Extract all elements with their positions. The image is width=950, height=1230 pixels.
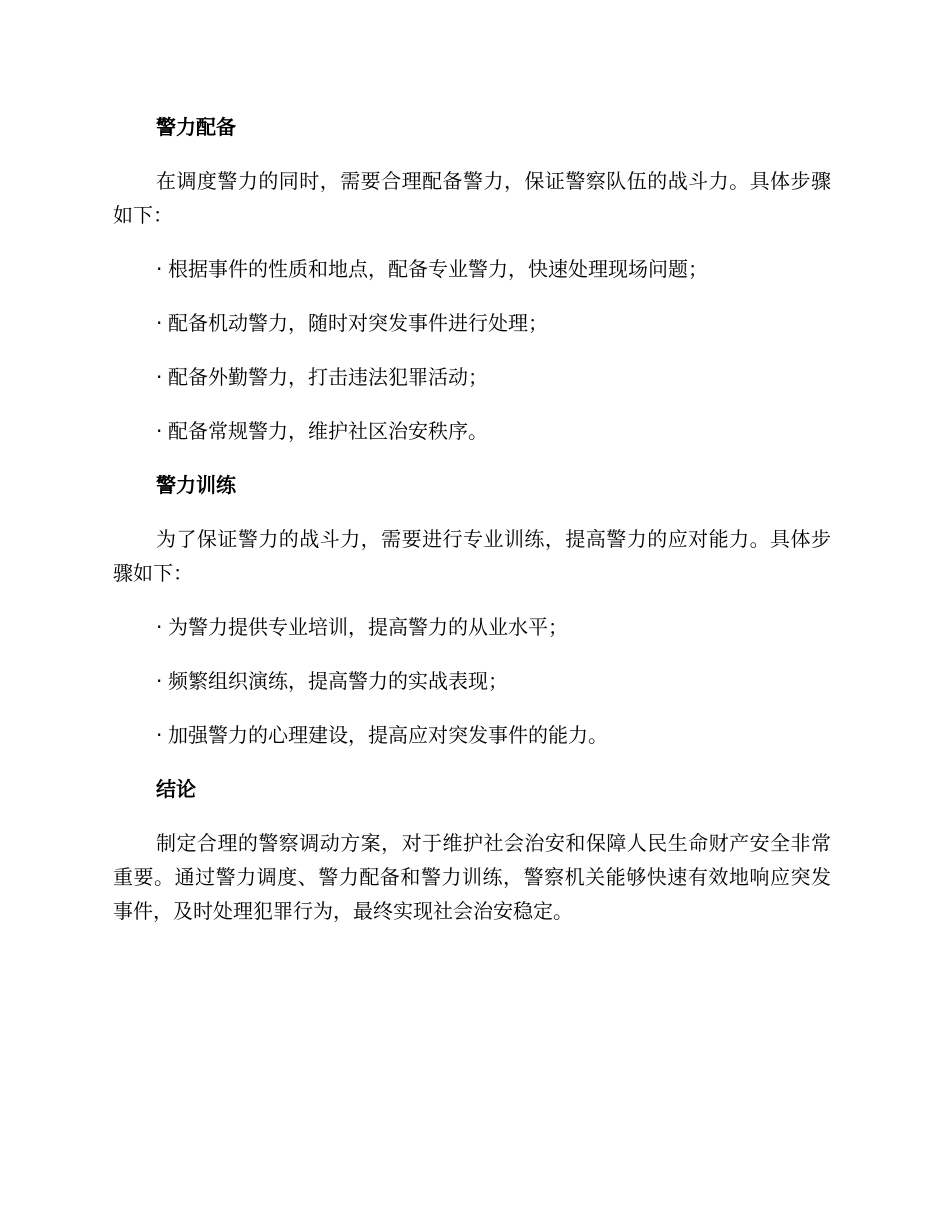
section-paragraph: 为了保证警力的战斗力，需要进行专业训练，提高警力的应对能力。具体步骤如下：	[113, 527, 831, 585]
list-item-text: 配备机动警力，随时对突发事件进行处理；	[168, 311, 548, 335]
section-heading: 警力训练	[156, 473, 236, 497]
bullet-marker: ·	[156, 419, 163, 443]
list-item	[113, 414, 831, 448]
list-item	[113, 718, 831, 752]
list-item	[113, 360, 831, 394]
section-heading: 警力配备	[156, 115, 236, 139]
list-item-text: 加强警力的心理建设，提高应对突发事件的能力。	[168, 723, 608, 747]
section-heading: 结论	[156, 777, 196, 801]
list-item-text: 根据事件的性质和地点，配备专业警力，快速处理现场问题；	[168, 257, 708, 281]
list-item-text: 配备常规警力，维护社区治安秩序。	[168, 419, 488, 443]
list-item-text: 配备外勤警力，打击违法犯罪活动；	[168, 365, 488, 389]
bullet-marker: ·	[156, 723, 163, 747]
document-body	[113, 110, 831, 948]
section-paragraph: 在调度警力的同时，需要合理配备警力，保证警察队伍的战斗力。具体步骤如下：	[113, 169, 831, 227]
bullet-marker: ·	[156, 257, 163, 281]
bullet-marker: ·	[156, 669, 163, 693]
bullet-marker: ·	[156, 615, 163, 639]
bullet-marker: ·	[156, 311, 163, 335]
list-item	[113, 306, 831, 340]
list-item-text: 为警力提供专业培训，提高警力的从业水平；	[168, 615, 568, 639]
list-item-text: 频繁组织演练，提高警力的实战表现；	[168, 669, 508, 693]
list-item	[113, 610, 831, 644]
list-item	[113, 252, 831, 286]
list-item	[113, 664, 831, 698]
bullet-marker: ·	[156, 365, 163, 389]
section-paragraph: 制定合理的警察调动方案，对于维护社会治安和保障人民生命财产安全非常重要。通过警力调度、警力配备和警力训练，警察机关能够快速有效地响应突发事件，及时处理犯罪行为，最终实现社会治安稳定。	[113, 831, 831, 923]
